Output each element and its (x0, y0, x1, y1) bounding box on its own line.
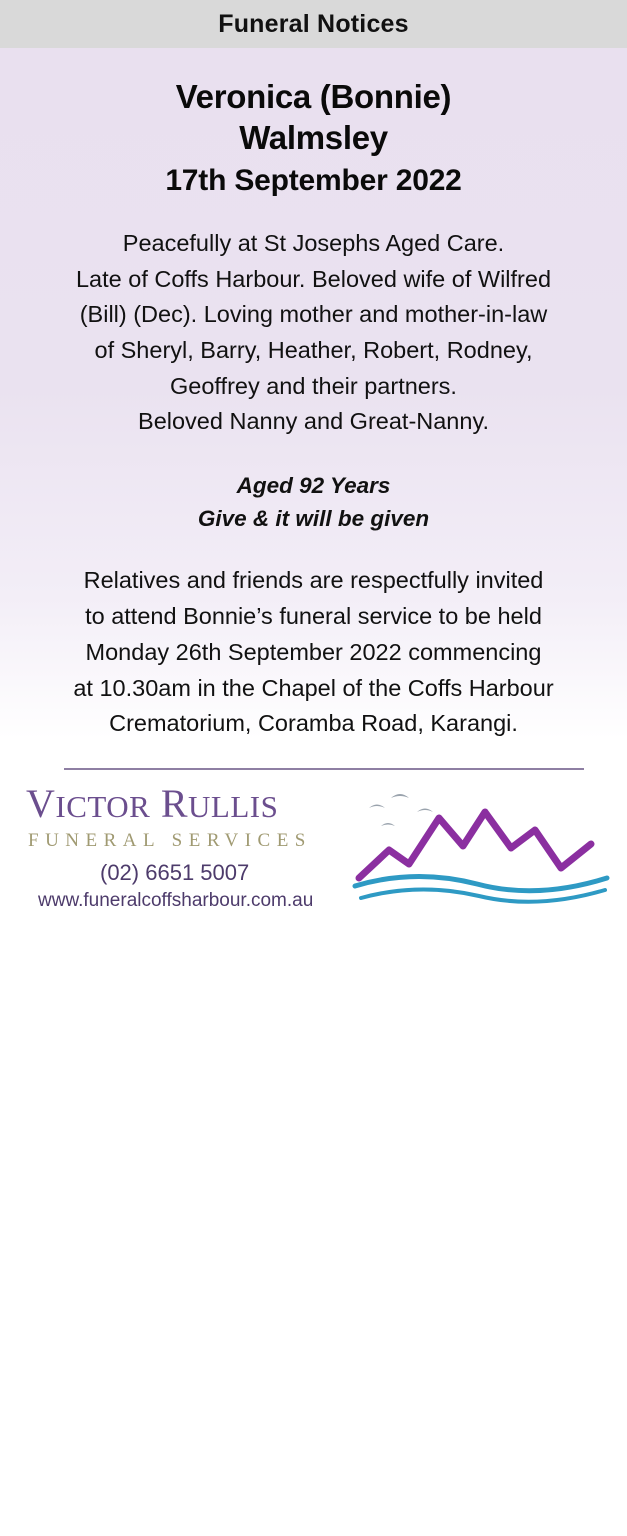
notice-service-line: Relatives and friends are respectfully invited (83, 567, 544, 594)
funeral-home-logo (16, 764, 611, 924)
page-title: Funeral Notices (218, 9, 409, 38)
notice-service-line: Monday 26th September 2022 commencing (85, 638, 542, 665)
notice-epitaph-line: Give & it will be given (197, 505, 430, 531)
funeral-home-name (26, 780, 278, 827)
notice-service-line: at 10.30am in the Chapel of the Coffs Harbour (73, 674, 554, 701)
notice-body-line: Geoffrey and their partners. (170, 372, 457, 399)
deceased-name-line-1: Veronica (Bonnie) (175, 78, 452, 115)
mountain-birds-wave-icon (351, 782, 611, 912)
logo-divider-rule (64, 768, 584, 770)
notice-body-line: (Bill) (Dec). Loving mother and mother-in-law (79, 301, 548, 328)
notice-age-line: Aged 92 Years (236, 473, 391, 499)
deceased-name-line-2: Walmsley (239, 118, 388, 156)
funeral-home-tagline: FUNERAL SERVICES (28, 830, 312, 852)
funeral-notice-card (0, 48, 627, 934)
funeral-home-phone: (02) 6651 5007 (100, 860, 250, 886)
notice-body (16, 226, 611, 440)
funeral-home-name-v: V (26, 781, 56, 827)
page-header (0, 0, 627, 48)
notice-service-details (16, 563, 611, 742)
funeral-home-name-r: R (160, 781, 189, 827)
notice-body-line: Late of Coffs Harbour. Beloved wife of Wilfred (75, 265, 552, 292)
funeral-home-name-ullis: ULLIS (188, 789, 279, 825)
deceased-name-block (16, 78, 611, 198)
notice-body-line: Peacefully at St Josephs Aged Care. (122, 229, 505, 256)
notice-service-line: to attend Bonnie’s funeral service to be held (85, 603, 542, 630)
notice-service-line: Crematorium, Coramba Road, Karangi. (109, 710, 518, 737)
notice-body-line: of Sheryl, Barry, Heather, Robert, Rodney, (94, 337, 533, 364)
notice-age-block (16, 470, 611, 535)
funeral-home-website[interactable]: www.funeralcoffsharbour.com.au (38, 890, 314, 912)
funeral-home-name-ictor: ICTOR (55, 789, 151, 825)
deceased-date: 17th September 2022 (165, 163, 462, 197)
notice-body-line: Beloved Nanny and Great-Nanny. (138, 408, 489, 435)
